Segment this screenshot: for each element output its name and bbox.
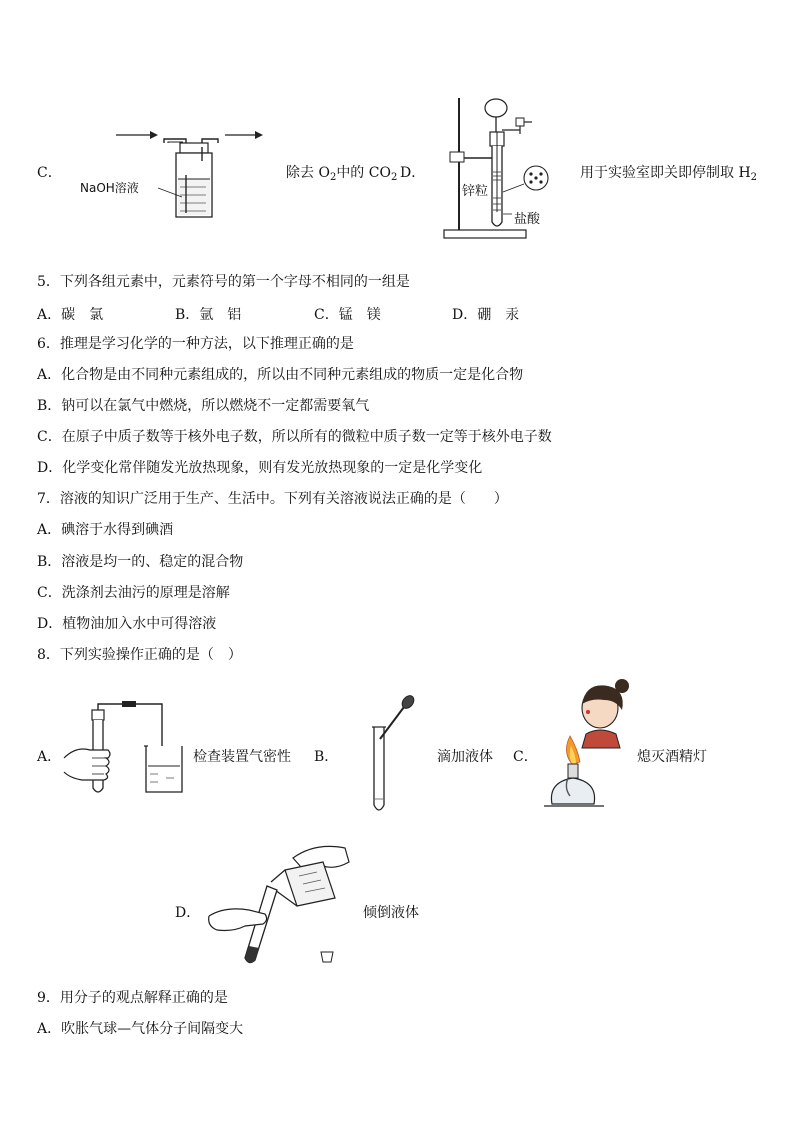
q5-option-b: B．氩 铝 bbox=[175, 307, 242, 323]
alcohol-lamp-blowing-diagram bbox=[538, 678, 633, 818]
q6-option-c: C．在原子中质子数等于核外电子数，所以所有的微粒中质子数一定等于核外电子数 bbox=[37, 429, 552, 445]
dropper-diagram bbox=[360, 695, 420, 820]
q6-option-b: B．钠可以在氯气中燃烧，所以燃烧不一定都需要氧气 bbox=[37, 398, 370, 414]
q6-option-d: D．化学变化常伴随发光放热现象，则有发光放热现象的一定是化学变化 bbox=[37, 460, 483, 476]
zinc-label: 锌粒 bbox=[462, 184, 489, 199]
q5-option-a: A．碳 氯 bbox=[37, 307, 104, 323]
q4-option-c-caption: 除去 $O_2$中的 $CO_2$ bbox=[286, 165, 398, 183]
q9-stem: 9．用分子的观点解释正确的是 bbox=[37, 990, 228, 1006]
q7-stem: 7．溶液的知识广泛用于生产、生活中。下列有关溶液说法正确的是（ ） bbox=[37, 491, 508, 507]
pouring-liquid-diagram bbox=[205, 840, 355, 972]
hydrochloric-acid-label: 盐酸 bbox=[514, 212, 541, 227]
q5-option-d: D．硼 汞 bbox=[452, 307, 520, 323]
q6-option-a: A．化合物是由不同种元素组成的，所以由不同种元素组成的物质一定是化合物 bbox=[37, 367, 524, 383]
q7-option-a: A．碘溶于水得到碘酒 bbox=[37, 522, 174, 538]
q4-option-d-caption: 用于实验室即关即停制取 $H_2$ bbox=[580, 165, 758, 183]
q5-option-c: C．锰 镁 bbox=[314, 307, 381, 323]
q5-stem: 5．下列各组元素中，元素符号的第一个字母不相同的一组是 bbox=[37, 274, 410, 290]
airtightness-check-diagram bbox=[62, 700, 187, 800]
q8-option-c-caption: 熄灭酒精灯 bbox=[637, 749, 707, 765]
q8-option-d-caption: 倾倒液体 bbox=[363, 905, 419, 921]
q4-option-c-letter: C． bbox=[37, 165, 62, 181]
gas-washing-bottle-diagram bbox=[80, 125, 270, 225]
q8-stem: 8．下列实验操作正确的是（ ） bbox=[37, 647, 242, 663]
q8-option-b-caption: 滴加液体 bbox=[437, 749, 493, 765]
q8-option-c-letter: C． bbox=[513, 749, 538, 765]
q7-option-d: D．植物油加入水中可得溶液 bbox=[37, 616, 217, 632]
q8-option-b-letter: B． bbox=[314, 749, 339, 765]
q6-stem: 6．推理是学习化学的一种方法，以下推理正确的是 bbox=[37, 336, 354, 352]
q7-option-b: B．溶液是均一的、稳定的混合物 bbox=[37, 554, 244, 570]
q8-option-d-letter: D． bbox=[175, 905, 201, 921]
q8-option-a-letter: A． bbox=[37, 749, 62, 765]
q9-option-a: A．吹胀气球—气体分子间隔变大 bbox=[37, 1021, 244, 1037]
q8-option-a-caption: 检查装置气密性 bbox=[193, 749, 291, 765]
naoh-solution-label: NaOH溶液 bbox=[80, 181, 139, 195]
q4-option-d-letter: D． bbox=[400, 165, 426, 181]
q7-option-c: C．洗涤剂去油污的原理是溶解 bbox=[37, 585, 230, 601]
